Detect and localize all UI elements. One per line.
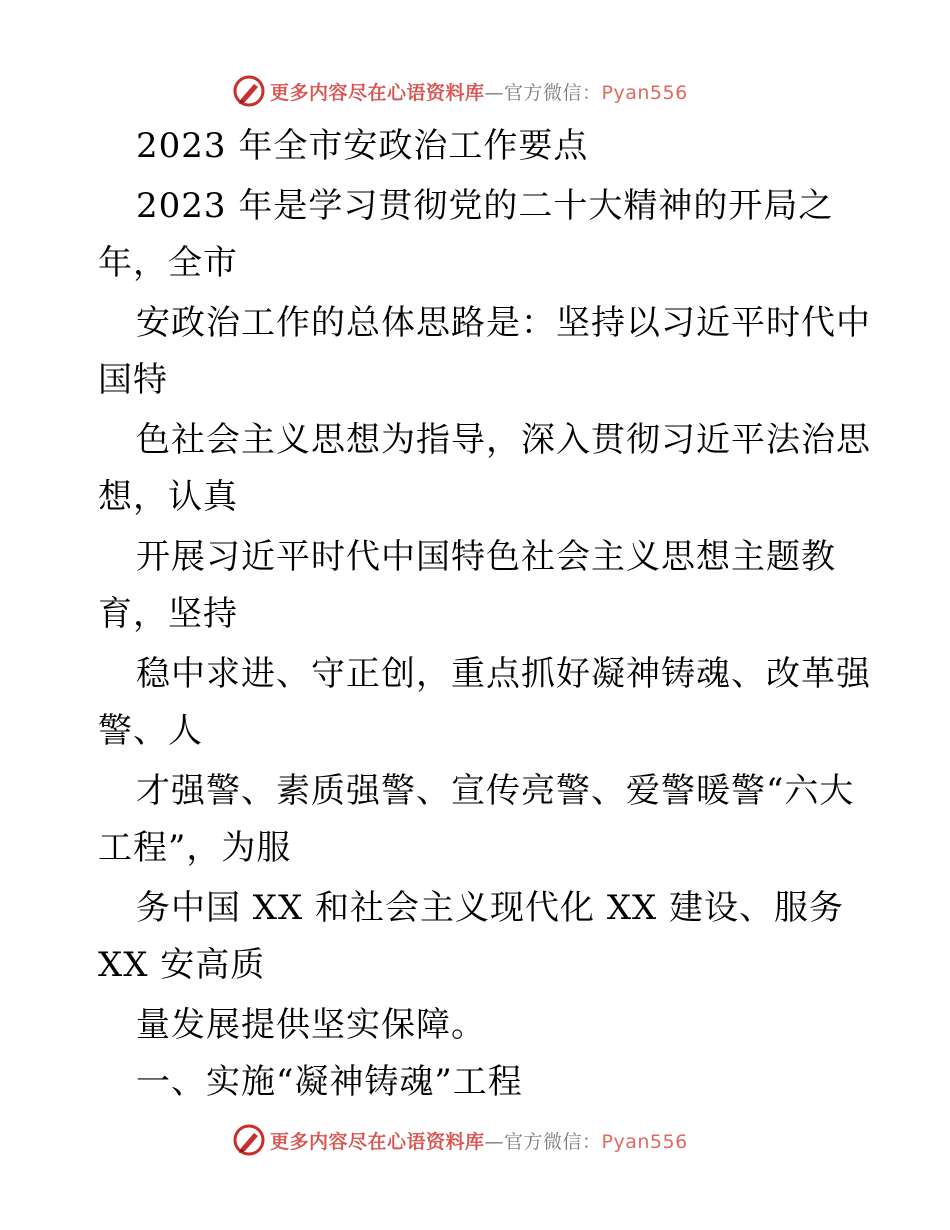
watermark-text — [270, 1127, 688, 1154]
document-title: 2023 年全市安政治工作要点 — [136, 126, 589, 166]
text-line: 育，坚持 — [98, 594, 238, 634]
watermark-official: 官方微信： — [504, 81, 602, 104]
text-line: 色社会主义思想为指导，深入贯彻习近平法治思 — [136, 420, 871, 460]
text-line: 想，认真 — [98, 477, 238, 517]
text-line: 务中国 XX 和社会主义现代化 XX 建设、服务 — [136, 888, 845, 928]
text-line: 年，全市 — [98, 243, 238, 283]
text-line: 工程”，为服 — [98, 828, 292, 868]
watermark-id: Pyan556 — [601, 81, 688, 104]
watermark-separator: — — [484, 81, 505, 104]
section-heading: 一、实施“凝神铸魂”工程 — [136, 1062, 523, 1102]
text-line: 稳中求进、守正创，重点抓好凝神铸魂、改革强 — [136, 654, 871, 694]
text-line: 2023 年是学习贯彻党的二十大精神的开局之 — [136, 186, 834, 226]
watermark-separator: — — [484, 1130, 505, 1153]
text-line: 安政治工作的总体思路是：坚持以习近平时代中 — [136, 303, 871, 343]
watermark-main: 更多内容尽在心语资料库 — [270, 81, 485, 104]
text-line: XX 安高质 — [98, 945, 266, 985]
text-line: 警、人 — [98, 711, 203, 751]
footer-watermark — [232, 1120, 732, 1160]
text-line: 才强警、素质强警、宣传亮警、爱警暖警“六大 — [136, 771, 855, 811]
text-line: 国特 — [98, 360, 168, 400]
watermark-id: Pyan556 — [601, 1130, 688, 1153]
watermark-official: 官方微信： — [504, 1130, 602, 1153]
text-line: 量发展提供坚实保障。 — [136, 1005, 486, 1045]
watermark-main: 更多内容尽在心语资料库 — [270, 1130, 485, 1153]
text-line: 开展习近平时代中国特色社会主义思想主题教 — [136, 537, 836, 577]
pen-circle-logo-icon — [232, 1123, 266, 1157]
